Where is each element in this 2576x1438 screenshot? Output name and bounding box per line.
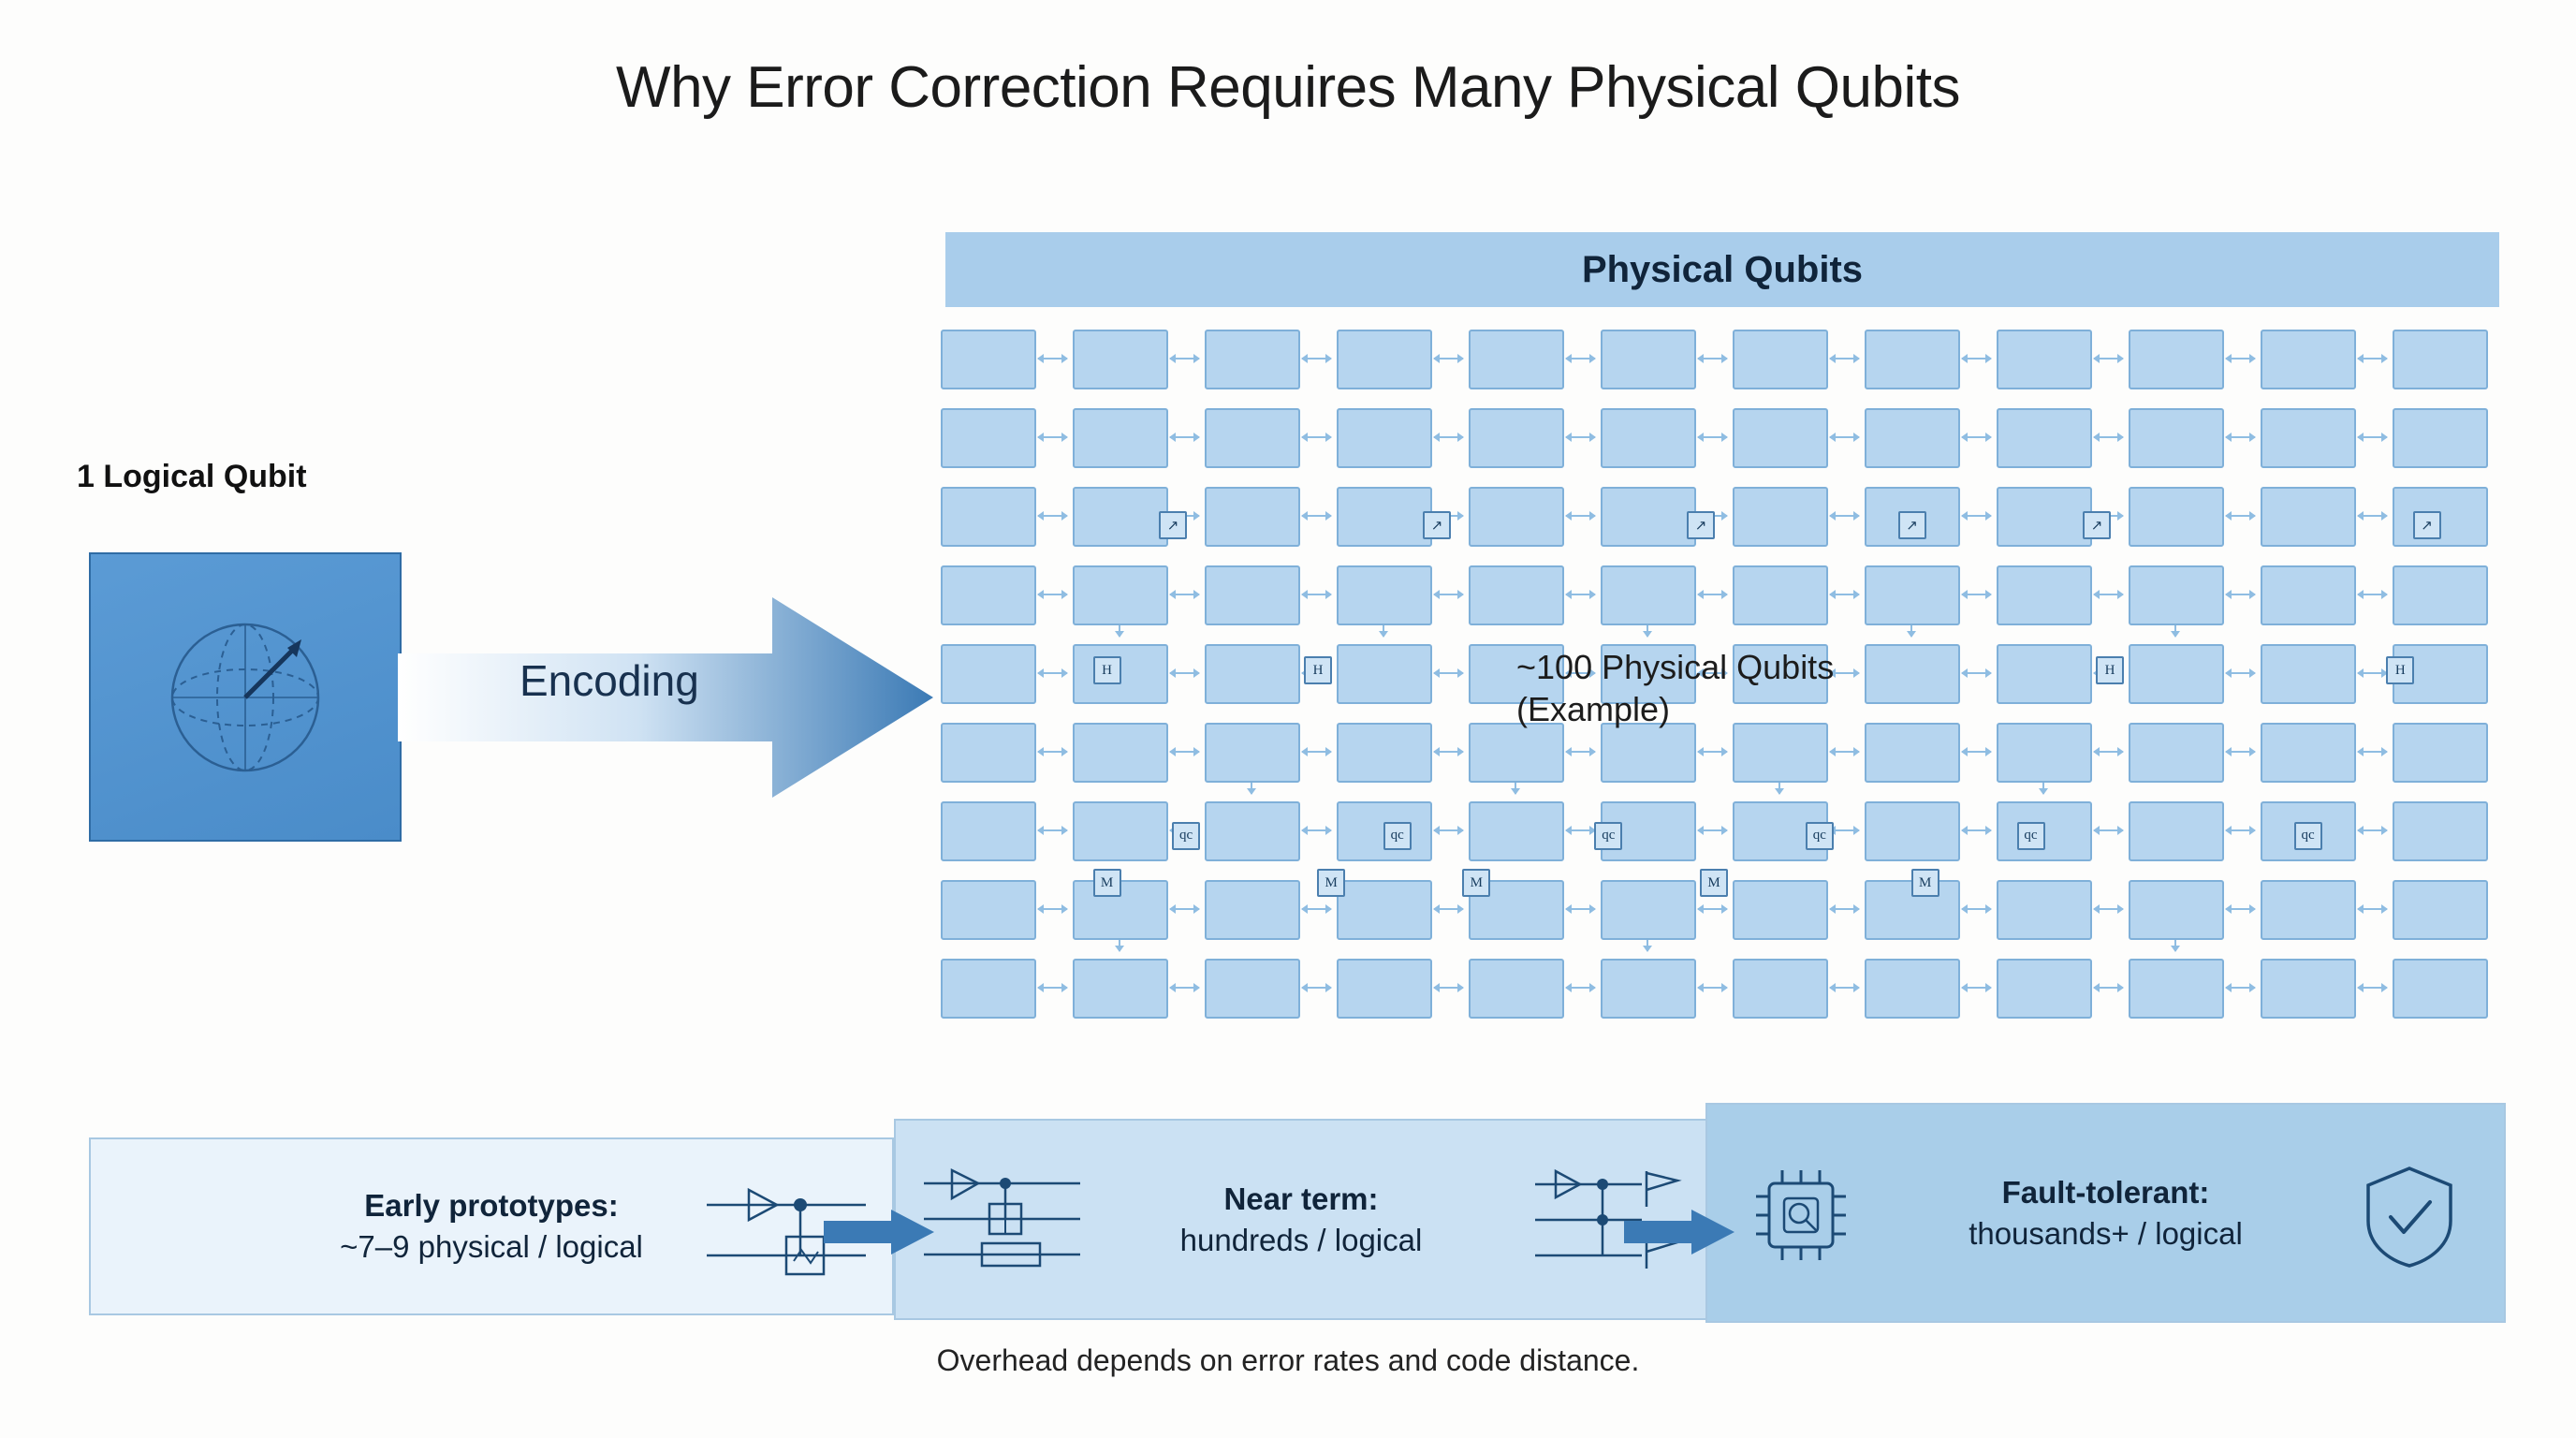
physical-qubit-cell [1997, 880, 2092, 940]
qubit-coupler-horizontal [2094, 436, 2123, 438]
physical-qubit-cell [941, 565, 1036, 625]
physical-qubit-cell [1733, 408, 1828, 468]
encoding-label: Encoding [520, 656, 699, 705]
qubit-coupler-horizontal [1302, 594, 1331, 595]
physical-qubit-cell [1733, 723, 1828, 783]
qubit-coupler-horizontal [1038, 987, 1067, 989]
physical-qubit-cell [1865, 959, 1960, 1019]
physical-qubit-cell [2129, 487, 2224, 547]
footnote: Overhead depends on error rates and code distance. [936, 1343, 1640, 1377]
qubit-coupler-horizontal [2358, 908, 2387, 910]
physical-qubit-cell [2393, 959, 2488, 1019]
qubit-coupler-horizontal [1698, 358, 1727, 360]
physical-qubit-cell [2261, 959, 2356, 1019]
physical-qubit-cell [1865, 723, 1960, 783]
qubit-coupler-horizontal [1566, 515, 1595, 517]
physical-qubit-cell [1865, 644, 1960, 704]
qubit-coupler-horizontal [1830, 436, 1859, 438]
qubit-coupler-horizontal [1566, 436, 1595, 438]
physical-qubit-cell [1205, 487, 1300, 547]
physical-qubit-cell [2393, 801, 2488, 861]
gate-marker-arrow: ↗ [2413, 511, 2441, 539]
qubit-coupler-horizontal [1698, 594, 1727, 595]
physical-qubit-cell [2129, 565, 2224, 625]
qubit-coupler-horizontal [2226, 829, 2255, 831]
qubit-coupler-horizontal [1566, 594, 1595, 595]
qubit-coupler-horizontal [2358, 672, 2387, 674]
early-prototypes-title: Early prototypes: [364, 1188, 619, 1223]
physical-qubit-cell [2393, 723, 2488, 783]
qubit-coupler-horizontal [1302, 908, 1331, 910]
qubit-coupler-horizontal [1566, 987, 1595, 989]
gate-marker-arrow: ↗ [1159, 511, 1187, 539]
gate-marker-measure: M [1911, 869, 1939, 897]
physical-qubit-cell [1337, 330, 1432, 389]
qubit-coupler-horizontal [1038, 358, 1067, 360]
qubit-coupler-horizontal [2358, 358, 2387, 360]
physical-qubit-cell [2129, 880, 2224, 940]
qubit-coupler-horizontal [1170, 436, 1199, 438]
gate-marker-phase: qc [1172, 822, 1200, 850]
physical-qubit-cell [2261, 723, 2356, 783]
qubit-coupler-horizontal [1962, 594, 1991, 595]
qubit-coupler-horizontal [1434, 436, 1463, 438]
timeline-fault-tolerant [1705, 1103, 2506, 1323]
qubit-coupler-vertical [1251, 783, 1252, 794]
near-term-subtitle: hundreds / logical [1179, 1222, 1423, 1257]
physical-qubit-cell [1997, 487, 2092, 547]
qubit-coupler-vertical [1119, 940, 1120, 951]
qubit-coupler-horizontal [1302, 987, 1331, 989]
physical-qubit-cell [1073, 959, 1168, 1019]
gate-marker-measure: M [1093, 869, 1121, 897]
qubit-coupler-vertical [1647, 625, 1648, 637]
gate-marker-phase: qc [2294, 822, 2322, 850]
physical-qubit-cell [2261, 880, 2356, 940]
qubit-coupler-horizontal [1830, 358, 1859, 360]
physical-qubit-cell [1997, 723, 2092, 783]
physical-qubit-cell [1337, 408, 1432, 468]
timeline-arrow-1-icon [824, 1208, 936, 1256]
physical-qubit-cell [1733, 330, 1828, 389]
chip-icon [1745, 1159, 1857, 1271]
qubit-coupler-horizontal [1830, 594, 1859, 595]
qubit-coupler-horizontal [1038, 515, 1067, 517]
shield-check-icon [2361, 1163, 2459, 1270]
qubit-coupler-horizontal [2226, 672, 2255, 674]
physical-qubit-cell [1205, 330, 1300, 389]
example-line-2: (Example) [1516, 690, 1671, 728]
gate-marker-hadamard: H [1304, 656, 1332, 684]
physical-qubit-cell [1601, 723, 1696, 783]
physical-qubit-cell [1997, 959, 2092, 1019]
physical-qubit-cell [1073, 408, 1168, 468]
physical-qubit-cell [1997, 330, 2092, 389]
qubit-coupler-horizontal [1038, 594, 1067, 595]
qubit-coupler-horizontal [1434, 829, 1463, 831]
physical-qubit-cell [1865, 565, 1960, 625]
physical-qubit-cell [1997, 408, 2092, 468]
physical-qubit-cell [2393, 565, 2488, 625]
qubit-coupler-horizontal [1170, 672, 1199, 674]
physical-qubit-cell [1205, 880, 1300, 940]
physical-qubit-cell [1337, 723, 1432, 783]
example-annotation [1516, 646, 1834, 730]
qubit-coupler-horizontal [1434, 672, 1463, 674]
qubit-coupler-horizontal [1170, 908, 1199, 910]
physical-qubit-cell [1733, 565, 1828, 625]
qubit-coupler-horizontal [2226, 987, 2255, 989]
physical-qubit-cell [1601, 565, 1696, 625]
qubit-coupler-horizontal [2358, 829, 2387, 831]
gate-marker-hadamard: H [2096, 656, 2124, 684]
qubit-coupler-horizontal [1038, 436, 1067, 438]
physical-qubit-cell [1073, 487, 1168, 547]
physical-qubit-cell [1073, 723, 1168, 783]
logical-qubit-box [89, 552, 402, 842]
physical-qubit-cell [941, 330, 1036, 389]
qubit-coupler-horizontal [1170, 594, 1199, 595]
physical-qubit-cell [2129, 644, 2224, 704]
qubit-coupler-horizontal [2226, 515, 2255, 517]
qubit-coupler-vertical [1515, 783, 1516, 794]
physical-qubit-cell [1205, 959, 1300, 1019]
physical-qubit-cell [1205, 644, 1300, 704]
physical-qubit-cell [941, 959, 1036, 1019]
physical-qubit-cell [2129, 959, 2224, 1019]
qubit-coupler-horizontal [1962, 908, 1991, 910]
qubit-coupler-horizontal [2094, 829, 2123, 831]
gate-marker-arrow: ↗ [2083, 511, 2111, 539]
qubit-coupler-horizontal [1962, 829, 1991, 831]
qubit-coupler-horizontal [1962, 672, 1991, 674]
physical-qubit-cell [2261, 644, 2356, 704]
qubit-coupler-horizontal [1830, 908, 1859, 910]
qubit-coupler-horizontal [1962, 358, 1991, 360]
physical-qubit-cell [1205, 565, 1300, 625]
physical-qubit-cell [1997, 565, 2092, 625]
physical-qubit-cell [1337, 487, 1432, 547]
qubit-coupler-horizontal [1830, 751, 1859, 753]
gate-marker-arrow: ↗ [1687, 511, 1715, 539]
qubit-coupler-horizontal [1302, 515, 1331, 517]
qubit-coupler-horizontal [2094, 594, 2123, 595]
gate-marker-hadamard: H [1093, 656, 1121, 684]
physical-qubit-cell [1337, 644, 1432, 704]
physical-qubit-cell [1469, 565, 1564, 625]
physical-qubit-cell [1073, 801, 1168, 861]
qubit-coupler-horizontal [1566, 358, 1595, 360]
qubit-coupler-vertical [2174, 625, 2176, 637]
physical-qubit-cell [941, 723, 1036, 783]
qubit-coupler-horizontal [1170, 751, 1199, 753]
qubit-coupler-horizontal [1170, 358, 1199, 360]
physical-qubits-header: Physical Qubits [945, 232, 2499, 307]
physical-qubit-cell [1469, 801, 1564, 861]
physical-qubit-cell [2261, 330, 2356, 389]
qubit-coupler-horizontal [2094, 987, 2123, 989]
qubit-coupler-horizontal [1830, 829, 1859, 831]
qubit-coupler-horizontal [1698, 829, 1727, 831]
physical-qubit-cell [1733, 880, 1828, 940]
qubit-coupler-horizontal [2358, 751, 2387, 753]
qubit-coupler-horizontal [1698, 751, 1727, 753]
physical-qubit-cell [1997, 644, 2092, 704]
physical-qubit-cell [941, 644, 1036, 704]
physical-qubit-cell [1469, 330, 1564, 389]
near-term-title: Near term: [1223, 1181, 1379, 1216]
physical-qubit-cell [2129, 408, 2224, 468]
qubit-coupler-horizontal [2226, 358, 2255, 360]
physical-qubit-cell [2129, 801, 2224, 861]
physical-qubit-cell [1733, 959, 1828, 1019]
qubit-coupler-horizontal [1698, 987, 1727, 989]
physical-qubit-cell [1601, 487, 1696, 547]
qubit-coupler-horizontal [1038, 829, 1067, 831]
qubit-coupler-horizontal [1302, 436, 1331, 438]
physical-qubit-cell [1733, 487, 1828, 547]
physical-qubit-cell [2129, 723, 2224, 783]
qubit-coupler-horizontal [2226, 594, 2255, 595]
qubit-coupler-vertical [2174, 940, 2176, 951]
timeline-arrow-2-icon [1624, 1208, 1736, 1256]
early-prototypes-subtitle: ~7–9 physical / logical [340, 1229, 643, 1264]
bloch-sphere-icon [156, 609, 334, 786]
qubit-coupler-vertical [1647, 940, 1648, 951]
physical-qubit-cell [941, 880, 1036, 940]
physical-qubit-cell [1865, 801, 1960, 861]
page-title: Why Error Correction Requires Many Physical Qubits [616, 55, 1960, 120]
physical-qubit-cell [2129, 330, 2224, 389]
gate-marker-phase: qc [1806, 822, 1834, 850]
qubit-coupler-horizontal [1566, 829, 1595, 831]
physical-qubit-cell [1865, 408, 1960, 468]
gate-marker-arrow: ↗ [1423, 511, 1451, 539]
physical-qubit-cell [1073, 330, 1168, 389]
qubit-coupler-horizontal [2226, 751, 2255, 753]
qubit-coupler-horizontal [1038, 672, 1067, 674]
example-line-1: ~100 Physical Qubits [1516, 648, 1835, 686]
qubit-coupler-horizontal [1830, 672, 1859, 674]
qubit-coupler-horizontal [1302, 751, 1331, 753]
physical-qubit-cell [1469, 487, 1564, 547]
gate-marker-phase: qc [1383, 822, 1412, 850]
physical-qubit-cell [1469, 959, 1564, 1019]
physical-qubit-cell [941, 801, 1036, 861]
qubit-coupler-horizontal [2358, 594, 2387, 595]
physical-qubit-cell [941, 408, 1036, 468]
physical-qubit-cell [2393, 408, 2488, 468]
qubit-coupler-horizontal [1830, 515, 1859, 517]
fault-tolerant-subtitle: thousands+ / logical [1969, 1215, 2243, 1251]
qubit-coupler-vertical [1778, 783, 1780, 794]
qubit-coupler-vertical [1383, 625, 1384, 637]
qubit-coupler-horizontal [1434, 908, 1463, 910]
physical-qubit-cell [1469, 408, 1564, 468]
physical-qubit-cell [1601, 330, 1696, 389]
gate-marker-phase: qc [1594, 822, 1622, 850]
physical-qubit-cell [1865, 330, 1960, 389]
physical-qubit-cell [1073, 565, 1168, 625]
qubit-coupler-horizontal [1566, 908, 1595, 910]
qubit-coupler-horizontal [1830, 987, 1859, 989]
physical-qubit-cell [941, 487, 1036, 547]
physical-qubit-cell [2261, 565, 2356, 625]
timeline-near-term [894, 1119, 1708, 1320]
qubit-coupler-horizontal [1962, 751, 1991, 753]
physical-qubit-cell [2261, 487, 2356, 547]
qubit-coupler-horizontal [1698, 436, 1727, 438]
qubit-coupler-horizontal [2226, 908, 2255, 910]
gate-marker-measure: M [1700, 869, 1728, 897]
physical-qubit-cell [1601, 880, 1696, 940]
qubit-coupler-horizontal [1038, 751, 1067, 753]
qubit-coupler-vertical [1910, 625, 1912, 637]
physical-qubit-cell [1469, 723, 1564, 783]
gate-marker-phase: qc [2017, 822, 2045, 850]
logical-qubit-label: 1 Logical Qubit [77, 459, 307, 494]
gate-marker-arrow: ↗ [1898, 511, 1926, 539]
qubit-coupler-vertical [1119, 625, 1120, 637]
qubit-coupler-horizontal [1038, 908, 1067, 910]
qubit-coupler-horizontal [1434, 987, 1463, 989]
qubit-coupler-horizontal [2358, 515, 2387, 517]
timeline-early-prototypes [89, 1137, 894, 1315]
physical-qubit-cell [1601, 959, 1696, 1019]
physical-qubit-cell [1337, 880, 1432, 940]
gate-marker-measure: M [1317, 869, 1345, 897]
physical-qubit-cell [1601, 408, 1696, 468]
fault-tolerant-title: Fault-tolerant: [2001, 1174, 2210, 1210]
qubit-coupler-horizontal [2226, 436, 2255, 438]
qubit-coupler-horizontal [1302, 829, 1331, 831]
qubit-coupler-horizontal [2094, 751, 2123, 753]
qubit-coupler-horizontal [1302, 358, 1331, 360]
qubit-coupler-horizontal [1962, 436, 1991, 438]
qubit-coupler-horizontal [1434, 751, 1463, 753]
qubit-coupler-horizontal [1170, 987, 1199, 989]
qubit-coupler-horizontal [1962, 987, 1991, 989]
qubit-coupler-horizontal [2358, 436, 2387, 438]
physical-qubit-cell [1205, 408, 1300, 468]
physical-qubit-cell [2393, 880, 2488, 940]
physical-qubit-cell [1205, 801, 1300, 861]
physical-qubit-cell [1337, 959, 1432, 1019]
qubit-coupler-horizontal [1434, 358, 1463, 360]
qubit-coupler-vertical [2042, 783, 2044, 794]
physical-qubit-cell [1337, 565, 1432, 625]
gate-marker-measure: M [1462, 869, 1490, 897]
qubit-coupler-horizontal [1566, 751, 1595, 753]
qubit-coupler-horizontal [1962, 515, 1991, 517]
qubit-coupler-horizontal [2094, 358, 2123, 360]
qubit-coupler-horizontal [2358, 987, 2387, 989]
gate-marker-hadamard: H [2386, 656, 2414, 684]
physical-qubit-cell [2261, 408, 2356, 468]
near-term-circuit-icon [916, 1163, 1094, 1275]
physical-qubit-cell [2393, 330, 2488, 389]
physical-qubit-cell [1205, 723, 1300, 783]
qubit-coupler-horizontal [1434, 594, 1463, 595]
qubit-coupler-horizontal [1698, 908, 1727, 910]
qubit-coupler-horizontal [2094, 908, 2123, 910]
